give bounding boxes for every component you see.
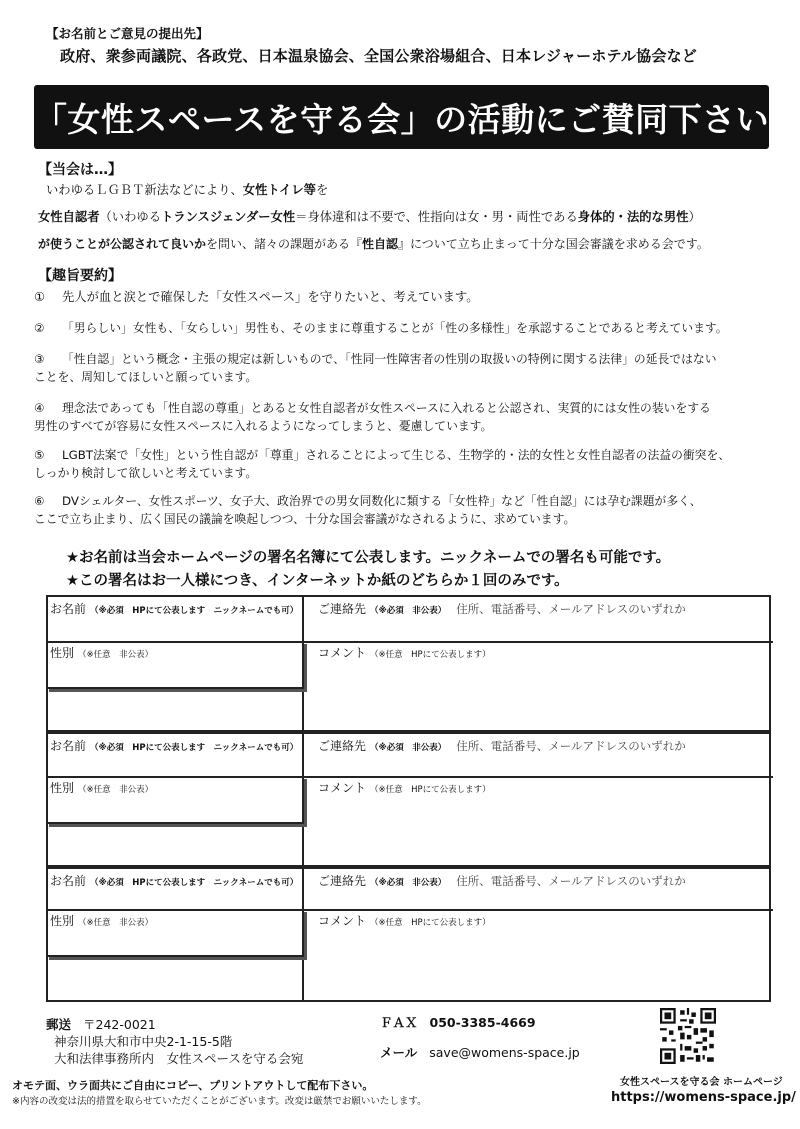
homepage-label: 女性スペースを守る会 ホームページ	[620, 1077, 783, 1088]
item-text: 「男らしい」女性も、「女らしい」男性も、そのままに尊重することが「性の多様性」を承認することであると考えています。	[62, 321, 728, 335]
comment-label	[318, 779, 491, 796]
gender-label	[50, 644, 153, 661]
label-text: お名前	[50, 874, 87, 888]
notice-public-listing: ★お名前は当会ホームページの署名名簿にて公表します。ニックネームでの署名も可能です。	[66, 550, 671, 566]
item-number: ②	[34, 321, 45, 335]
about-line-3	[38, 236, 709, 253]
text-span: 女性トイレ等	[242, 183, 316, 197]
fax-label: ＦＡＸ	[380, 1015, 418, 1030]
mail-line	[380, 1043, 580, 1061]
signature-block-2	[48, 734, 769, 865]
label-text: ご連絡先	[318, 739, 367, 753]
no-alteration-note: ※内容の改変は法的措置を取らせていただくことがございます。改変は厳禁でお願いいたします。	[12, 1096, 427, 1107]
contact-label	[318, 737, 686, 754]
summary-item-1	[34, 289, 479, 307]
item-text: 理念法であっても「性自認の尊重」とあると女性自認者が女性スペースに入れると公認され、実質的には女性の装いをする	[62, 401, 711, 415]
item-text: DVシェルター、女性スポーツ、女子大、政治界での男女同数化に類する「女性枠」など「性自認」には孕む課題が多く、	[62, 494, 702, 508]
label-hint: 住所、電話番号、メールアドレスのいずれか	[456, 602, 686, 616]
item-text: LGBT法案で「女性」という性自認が「尊重」されることによって生じる、生物学的・法的女性と女性自認者の法益の衝突を、	[62, 448, 731, 462]
fax-number: 050-3385-4669	[429, 1015, 536, 1030]
label-text: 性別	[50, 781, 75, 795]
postal-line	[46, 1015, 156, 1033]
text-span: 性自認	[362, 237, 399, 251]
label-note: （※任意 非公表）	[78, 650, 154, 660]
item-text-line-2: しっかり検討して欲しいと考えています。	[34, 465, 258, 480]
address-line-2: 大和法律事務所内 女性スペースを守る会宛	[54, 1051, 304, 1066]
comment-label	[318, 644, 491, 661]
fax-line	[380, 1013, 536, 1031]
summary-item-5	[34, 447, 730, 482]
item-number: ⑥	[34, 494, 45, 508]
label-note: （※任意 HPにて公表します）	[370, 918, 491, 928]
item-text-line-2: 男性のすべてが容易に女性スペースに入れるようになってしまうと、憂慮しています。	[34, 418, 493, 433]
signature-block-1	[48, 597, 769, 730]
text-span: ）	[688, 210, 701, 224]
signature-form	[46, 595, 771, 1002]
label-note: （※任意 HPにて公表します）	[370, 650, 491, 660]
item-number: ④	[34, 401, 45, 415]
name-label	[50, 737, 298, 754]
copy-permission-note: オモテ面、ウラ面共にご自由にコピー、プリントアウトして配布下さい。	[12, 1079, 374, 1092]
postal-code: 〒242-0021	[83, 1017, 156, 1032]
mail-label: メール	[380, 1045, 418, 1060]
text-span: 女性自認者	[38, 210, 100, 224]
text-span: 』について立ち止まって十分な国会審議を求める会です。	[398, 237, 709, 251]
about-line-1	[46, 182, 328, 199]
gender-label	[50, 779, 153, 796]
qr-code-icon[interactable]	[660, 1008, 716, 1064]
label-note: （※必須 非公表）	[370, 606, 447, 616]
label-hint: 住所、電話番号、メールアドレスのいずれか	[456, 739, 686, 753]
summary-item-2	[34, 320, 728, 338]
divider	[304, 776, 773, 778]
title-banner	[34, 85, 769, 149]
label-note: （※必須 非公表）	[370, 743, 447, 753]
divider	[304, 641, 773, 643]
label-note: （※任意 非公表）	[78, 918, 154, 928]
label-text: ご連絡先	[318, 874, 367, 888]
item-number: ①	[34, 290, 46, 304]
post-label: 郵送	[46, 1017, 72, 1032]
text-span: （いわゆる	[99, 210, 161, 224]
item-text: 「性自認」という概念・主張の規定は新しいもので、「性同一性障害者の性別の取扱いの特例に関する法律」の延長ではない	[62, 352, 717, 366]
text-span: 身体的・法的な男性	[577, 210, 689, 224]
item-text-line-2: ここで立ち止まり、広く国民の議論を喚起しつつ、十分な国会審議がなされるように、求めています。	[34, 511, 576, 526]
about-line-2	[38, 209, 701, 226]
text-span: を	[315, 183, 329, 197]
label-text: お名前	[50, 739, 87, 753]
page-title: 「女性スペースを守る会」の活動にご賛同下さい	[33, 99, 770, 139]
text-span: が使うことが公認されて良いか	[38, 237, 207, 251]
label-text: コメント	[318, 781, 367, 795]
item-number: ⑤	[34, 448, 45, 462]
name-label	[50, 872, 298, 889]
homepage-url-link[interactable]: https://womens-space.jp/	[611, 1090, 796, 1105]
text-span: ＝身体違和は不要で、性指向は女・男・両性である	[295, 210, 578, 224]
submit-destination-label: 【お名前とご意見の提出先】	[46, 26, 209, 41]
summary-item-3	[34, 351, 717, 386]
contact-label	[318, 600, 686, 617]
summary-item-6	[34, 493, 701, 528]
label-text: ご連絡先	[318, 602, 367, 616]
label-text: コメント	[318, 646, 367, 660]
address-line-1: 神奈川県大和市中央2-1-15-5階	[54, 1034, 233, 1049]
label-text: 性別	[50, 646, 75, 660]
label-text: お名前	[50, 602, 87, 616]
name-label	[50, 600, 298, 617]
comment-label	[318, 912, 491, 929]
divider	[304, 909, 773, 911]
signature-block-3	[48, 869, 769, 1000]
text-span: トランスジェンダー女性	[161, 210, 296, 224]
label-text: 性別	[50, 914, 75, 928]
text-span: いわゆるＬＧＢＴ新法などにより、	[46, 183, 243, 197]
about-heading: 【当会は…】	[38, 162, 122, 178]
label-note: （※必須 非公表）	[370, 878, 447, 888]
label-note: （※必須 HPにて公表します ニックネームでも可）	[90, 743, 299, 753]
label-note: （※必須 HPにて公表します ニックネームでも可）	[90, 606, 299, 616]
label-note: （※任意 非公表）	[78, 785, 154, 795]
text-span: を問い、諸々の課題がある『	[206, 237, 363, 251]
item-text: 先人が血と涙とで確保した「女性スペース」を守りたいと、考えています。	[62, 290, 479, 304]
gender-label	[50, 912, 153, 929]
recipients-list: 政府、衆参両議院、各政党、日本温泉協会、全国公衆浴場組合、日本レジャーホテル協会など	[60, 47, 697, 65]
notice-one-signature: ★この署名はお一人様につき、インターネットか紙のどちらか１回のみです。	[66, 573, 569, 589]
label-note: （※必須 HPにて公表します ニックネームでも可）	[90, 878, 299, 888]
summary-item-4	[34, 400, 711, 435]
summary-heading: 【趣旨要約】	[38, 268, 122, 284]
contact-label	[318, 872, 686, 889]
label-hint: 住所、電話番号、メールアドレスのいずれか	[456, 874, 686, 888]
label-text: コメント	[318, 914, 367, 928]
mail-address[interactable]: save@womens-space.jp	[429, 1045, 580, 1060]
label-note: （※任意 HPにて公表します）	[370, 785, 491, 795]
item-number: ③	[34, 352, 45, 366]
item-text-line-2: ことを、周知してほしいと願っています。	[34, 369, 258, 384]
